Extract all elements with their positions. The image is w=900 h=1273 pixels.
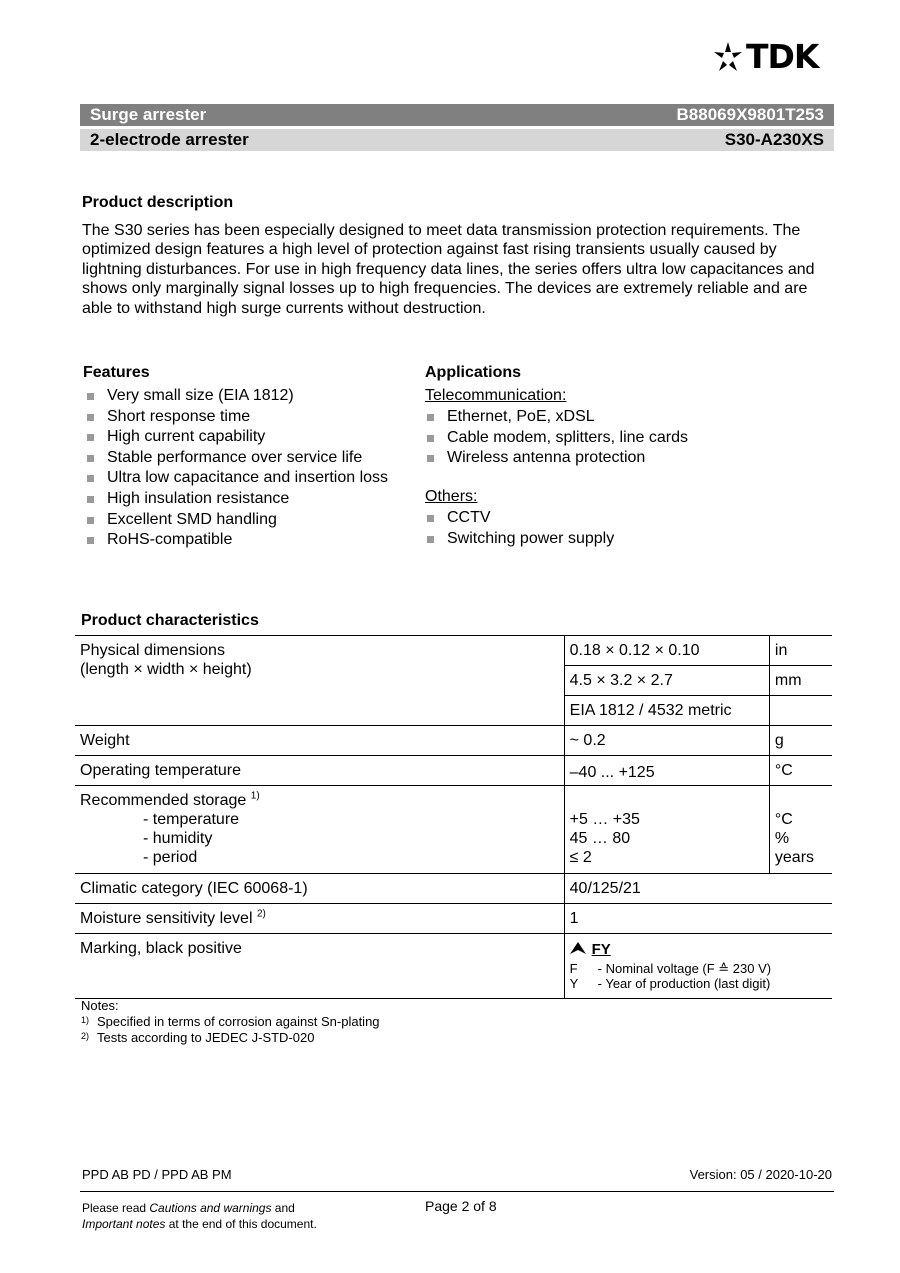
product-subtype: 2-electrode arrester [90, 130, 249, 149]
footer-divider [80, 1191, 834, 1192]
logo-text: TDK [746, 37, 819, 76]
bullet-icon [87, 475, 94, 482]
table-row [75, 934, 832, 999]
marking-code: FY [591, 940, 611, 958]
storage-label-cell: Recommended storage $^{1)}$ - temperature - humidity - period [75, 786, 564, 874]
footer-version: Version: 05 / 2020-10-20 [689, 1167, 832, 1182]
marking-label: Marking, black positive [75, 934, 564, 999]
list-item: Excellent SMD handling [84, 510, 388, 531]
table-row [75, 786, 832, 874]
note-1: 1) Specified in terms of corrosion against Sn-plating [81, 1014, 380, 1029]
optemp-value: –40 ... +125 [564, 756, 769, 786]
dim-eia-value: EIA 1812 / 4532 metric [564, 696, 769, 726]
optemp-unit: °C [769, 756, 832, 786]
others-list [424, 508, 614, 549]
dim-mm-value: 4.5 × 3.2 × 2.7 [564, 666, 769, 696]
list-item: RoHS-compatible [84, 530, 388, 551]
header-bar-secondary [80, 129, 834, 151]
bullet-icon [427, 414, 434, 421]
moisture-label-cell: Moisture sensitivity level $^{2)}$ [75, 904, 564, 934]
storage-units: °C % years [769, 786, 832, 874]
characteristics-heading: Product characteristics [81, 612, 259, 629]
notes [81, 998, 380, 1046]
telecom-list [424, 407, 688, 469]
bullet-icon [87, 496, 94, 503]
marking-arrow-icon [570, 942, 586, 956]
description-heading: Product description [82, 194, 234, 211]
bullet-icon [87, 434, 94, 441]
tdk-logo [712, 37, 836, 76]
list-item: Switching power supply [424, 529, 614, 550]
list-item: Short response time [84, 407, 388, 428]
model-name: S30-A230XS [724, 130, 824, 149]
bullet-icon [427, 515, 434, 522]
dim-in-value: 0.18 × 0.12 × 0.10 [564, 636, 769, 666]
footer-department: PPD AB PD / PPD AB PM [82, 1167, 232, 1182]
dim-in-unit: in [769, 636, 832, 666]
list-item: High current capability [84, 427, 388, 448]
marking-cell: FY F - Nominal voltage (F ≙ 230 V) Y - Year of production (last digit) [564, 934, 832, 999]
others-label: Others: [425, 488, 478, 505]
bullet-icon [427, 435, 434, 442]
table-row [75, 756, 832, 786]
bullet-icon [87, 537, 94, 544]
order-code: B88069X9801T253 [676, 105, 824, 124]
product-type: Surge arrester [90, 105, 207, 124]
applications-heading: Applications [425, 364, 522, 381]
weight-label: Weight [75, 726, 564, 756]
dim-mm-unit: mm [769, 666, 832, 696]
bullet-icon [87, 414, 94, 421]
bullet-icon [87, 393, 94, 400]
weight-value: ~ 0.2 [564, 726, 769, 756]
dimensions-label-cell: Physical dimensions (length × width × height) [75, 636, 564, 726]
list-item: Cable modem, splitters, line cards [424, 428, 688, 449]
page-number: Page 2 of 8 [425, 1198, 497, 1214]
features-heading: Features [83, 364, 150, 381]
storage-values: +5 … +35 45 … 80 ≤ 2 [564, 786, 769, 874]
moisture-value: 1 [564, 904, 832, 934]
footer-disclaimer: Please read Cautions and warnings and Important notes at the end of this document. [82, 1201, 317, 1231]
list-item: Stable performance over service life [84, 448, 388, 469]
list-item: High insulation resistance [84, 489, 388, 510]
list-item: Ultra low capacitance and insertion loss [84, 468, 388, 489]
table-row [75, 636, 832, 666]
list-item: Wireless antenna protection [424, 448, 688, 469]
notes-title: Notes: [81, 998, 119, 1013]
bullet-icon [427, 455, 434, 462]
table-row [75, 874, 832, 904]
bullet-icon [427, 536, 434, 543]
dim-eia-unit [769, 696, 832, 726]
optemp-label: Operating temperature [75, 756, 564, 786]
description-text: The S30 series has been especially designed to meet data transmission protection requirements. The optimized design features a high level of protection against fast rising transients usually caused by lightning disturbances. For use in high frequency data lines, the series offers ultra low capacitances and shows only marginally signal losses up to high frequencies. The devices are extremely reliable and are able to withstand high surge currents without destruction. [82, 222, 815, 317]
tdk-logo-icon [712, 41, 744, 73]
note-2: 2) Tests according to JEDEC J-STD-020 [81, 1030, 315, 1045]
weight-unit: g [769, 726, 832, 756]
header-bar-primary [80, 104, 834, 126]
features-list [84, 386, 388, 551]
table-row [75, 726, 832, 756]
list-item: Ethernet, PoE, xDSL [424, 407, 688, 428]
list-item: CCTV [424, 508, 614, 529]
bullet-icon [87, 455, 94, 462]
characteristics-table [75, 635, 832, 999]
bullet-icon [87, 517, 94, 524]
climatic-value: 40/125/21 [564, 874, 832, 904]
telecom-label: Telecommunication: [425, 387, 567, 404]
list-item: Very small size (EIA 1812) [84, 386, 388, 407]
climatic-label: Climatic category (IEC 60068-1) [75, 874, 564, 904]
table-row [75, 904, 832, 934]
